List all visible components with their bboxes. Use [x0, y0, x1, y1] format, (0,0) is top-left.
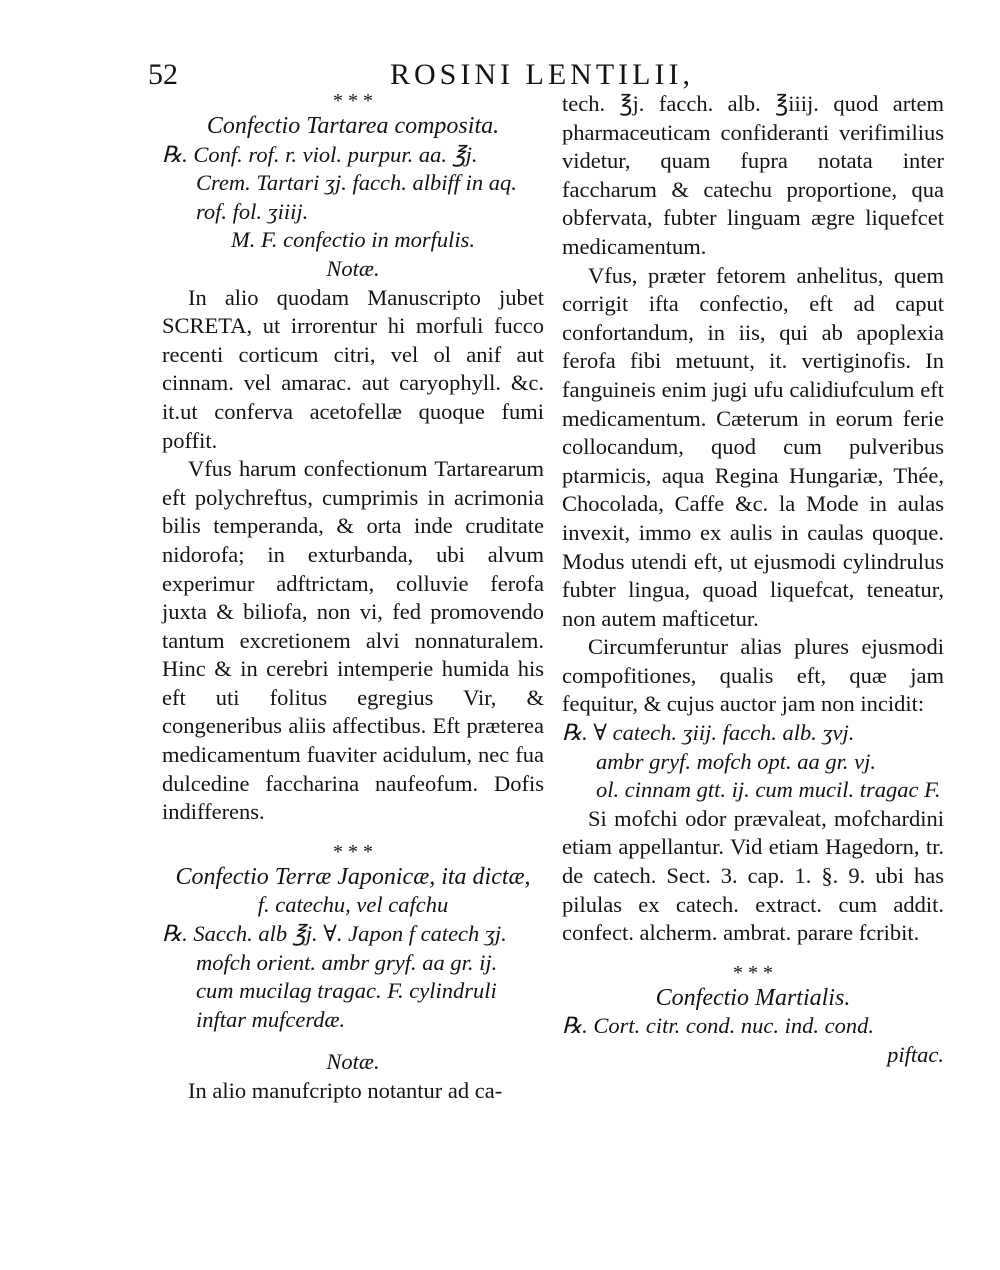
- page-number: 52: [148, 58, 178, 91]
- catchword: piftac.: [887, 1042, 944, 1067]
- recipe-line: ℞. Cort. citr. cond. nuc. ind. cond.: [562, 1013, 875, 1039]
- continuation-paragraph: tech. ℥j. facch. alb. ℥iiij. quod artem pharmaceuticam confideranti verifimilius videtur, quam fupra notata inter faccharum & catechu proportione, qua obfervata, fubter linguam ægre liquefcet medicamentum.: [562, 91, 944, 259]
- section-title: Confectio Terræ Japonicæ, ita dictæ,: [175, 863, 531, 890]
- usus-paragraph: Vfus, præter fetorem anhelitus, quem corrigit ifta confectio, eft ad caput confortandum, in iis, qui ab apoplexia ferofa fibi metuunt, it. vertiginofis. In fanguineis enim jugi ufu calidiufculum eft medicamentum. Cæterum in eorum ferie collocandum, quod cum pulveribus ptarmicis, aqua Regina Hungariæ, Thée, Chocolada, Caffe &c. la Mode in aulas invexit, immo ex aulis in caulas quoque. Modus utendi eft, ut ejusmodi cylindrulus fubter lingua, quoad liquefcat, teneatur, non autem mafticetur.: [562, 262, 944, 631]
- nota-heading: Notæ.: [326, 255, 380, 281]
- section-title: Confectio Martialis.: [655, 984, 851, 1011]
- recipe-line: Crem. Tartari ʒj. facch. albiff in aq.: [196, 170, 517, 196]
- section-ornament: * * *: [333, 90, 373, 112]
- recipe-line: mofch orient. ambr gryf. aa gr. ij.: [196, 949, 498, 975]
- recipe-line: M. F. confectio in morfulis.: [231, 227, 475, 253]
- recipe-line: ambr gryf. mofch opt. aa gr. vj.: [596, 748, 876, 774]
- section-ornament: * * *: [733, 961, 773, 984]
- usus-paragraph: Vfus harum confectionum Tartarearum eft polychreftus, cumprimis in acrimonia bilis temperanda, & orta inde cruditate nidorofa; in exturbanda, ubi alvum experimur adftrictam, colluvie ferofa juxta & biliofa, non vi, fed promovendo tantum excretionem alvi nonnaturalem. Hinc & in cerebri intemperie humida his eft uti folitus egregius Vir, & congeneribus aliis affectibus. Eft præterea medicamentum fuaviter acidulum, nec fua dulcedine faccharina naufeofum. Dofis indifferens.: [162, 456, 544, 825]
- right-column: [562, 90, 944, 1070]
- recipe-line: ol. cinnam gtt. ij. cum mucil. tragac F.: [596, 777, 941, 803]
- moschardini-paragraph: Si mofchi odor prævaleat, mofchardini etiam appellantur. Vid etiam Hagedorn, tr. de catech. Sect. 3. cap. 1. §. 9. ubi has pilulas ex catech. extract. cum addit. confect. alcherm. ambrat. parare fcribit.: [562, 805, 944, 946]
- circumferuntur-paragraph: Circumferuntur alias plures ejusmodi compofitiones, qualis eft, quæ jam fequitur, & cujus auctor jam non incidit:: [562, 634, 944, 717]
- recipe-line: ℞. Conf. rof. r. viol. purpur. aa. ℥j.: [162, 141, 478, 167]
- section-title: Confectio Tartarea composita.: [206, 113, 500, 139]
- recipe-line: cum mucilag tragac. F. cylindruli inftar mufcerdæ.: [196, 978, 497, 1032]
- recipe-line: rof. fol. ʒiiij.: [196, 198, 309, 224]
- nota-paragraph: In alio manufcripto notantur ad ca-: [188, 1078, 503, 1103]
- recipe-line: ℞. Sacch. alb ℥j. ∀. Japon f catech ʒj.: [162, 921, 507, 947]
- section-subtitle: f. catechu, vel cafchu: [257, 892, 449, 918]
- nota-paragraph: In alio quodam Manuscripto jubet SCRETA, ut irrorentur hi morfuli fucco recenti corticum citri, vel ol anif aut cinnam. vel amarac. aut caryophyll. &c. it.ut conferva acetofellæ quoque fumi poffit.: [162, 284, 544, 453]
- running-head: ROSINI LENTILII,: [390, 58, 694, 91]
- recipe-line: ℞. ∀ catech. ʒiij. facch. alb. ʒvj.: [562, 720, 855, 746]
- nota-heading: Notæ.: [326, 1049, 380, 1075]
- section-ornament: * * *: [333, 840, 373, 863]
- left-column: [162, 90, 544, 1106]
